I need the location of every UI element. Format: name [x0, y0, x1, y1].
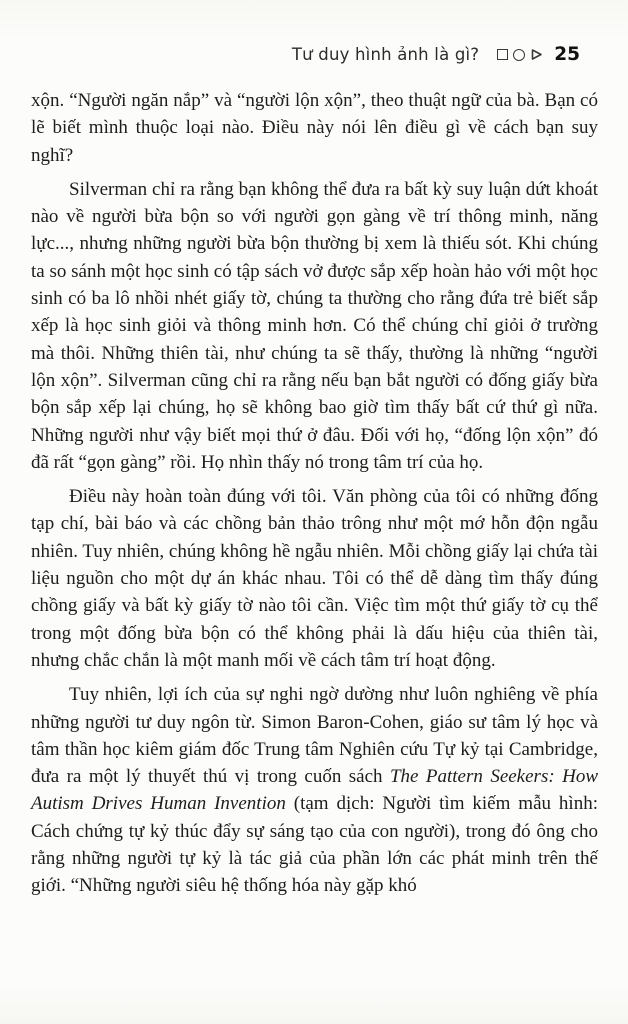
book-title-italic: The Pattern Seekers: How Autism Drives Human Invention — [31, 766, 598, 815]
page-number: 25 — [554, 44, 580, 65]
paragraph-baron-cohen-text-1: Tuy nhiên, lợi ích của sự nghi ngờ dường như luôn nghiêng về phía những người tư duy ngôn từ. Simon Baron-Cohen, giáo sư tâm lý học và tâm thần học kiêm giám đốc Trung tâm Nghiên cứu Tự kỷ tại Cambridge, đưa ra một lý thuyết thú vị trong cuốn sách — [31, 684, 598, 788]
triangle-right-icon — [530, 48, 543, 61]
square-outline-icon — [497, 49, 508, 60]
paragraph-continuation: xộn. “Người ngăn nắp” và “người lộn xộn”, theo thuật ngữ của bà. Bạn có lẽ biết mình thuộc loại nào. Điều này nói lên điều gì về cách bạn suy nghĩ? — [31, 90, 598, 166]
running-header — [292, 44, 580, 65]
paragraph-office: Điều này hoàn toàn đúng với tôi. Văn phòng của tôi có những đống tạp chí, bài báo và các chồng bản thảo trông như một mớ hỗn độn ngẫu nhiên. Tuy nhiên, chúng không hề ngẫu nhiên. Mỗi chồng giấy lại chứa tài liệu nguồn cho một dự án khác nhau. Tôi có thể dễ dàng tìm thấy đúng chồng giấy và bất kỳ giấy tờ nào tôi cần. Việc tìm một thứ giấy tờ cụ thể trong một đống bừa bộn có thể không phải là dấu hiệu của thiên tài, nhưng chắc chắn là một manh mối về cách tâm trí hoạt động. — [31, 486, 598, 671]
body-text — [31, 87, 598, 907]
paragraph-baron-cohen-text-2: (tạm dịch: Người tìm kiếm mẫu hình: Cách chứng tự kỷ thúc đẩy sự sáng tạo của con người), trong đó ông cho rằng những người tự kỷ là tác giả của phần lớn các phát minh trên thế giới. “Những người siêu hệ thống hóa này gặp khó — [31, 793, 598, 897]
paragraph-silverman: Silverman chỉ ra rằng bạn không thể đưa ra bất kỳ suy luận dứt khoát nào về người bừa bộn so với người gọn gàng về trí thông minh, năng lực..., nhưng những người bừa bộn thường bị xem là thiếu sót. Khi chúng ta so sánh một học sinh có tập sách vở được sắp xếp hoàn hảo với một học sinh có ba lô nhồi nhét giấy tờ, chúng ta thường cho rằng đứa trẻ biết sắp xếp là học sinh giỏi và thông minh hơn. Có thể chúng chỉ giỏi ở trường mà thôi. Những thiên tài, như chúng ta sẽ thấy, thường là những “người lộn xộn”. Silverman cũng chỉ ra rằng nếu bạn bắt người có đống giấy bừa bộn sắp xếp lại chúng, họ sẽ không bao giờ tìm thấy bất cứ thứ gì nữa. Những người như vậy biết mọi thứ ở đâu. Đối với họ, “đống lộn xộn” đó đã rất “gọn gàng” rồi. Họ nhìn thấy nó trong tâm trí của họ. — [31, 178, 598, 473]
paragraph-baron-cohen — [31, 681, 598, 899]
header-ornament — [497, 48, 543, 61]
chapter-title: Tư duy hình ảnh là gì? — [291, 45, 480, 64]
circle-outline-icon — [513, 49, 525, 61]
